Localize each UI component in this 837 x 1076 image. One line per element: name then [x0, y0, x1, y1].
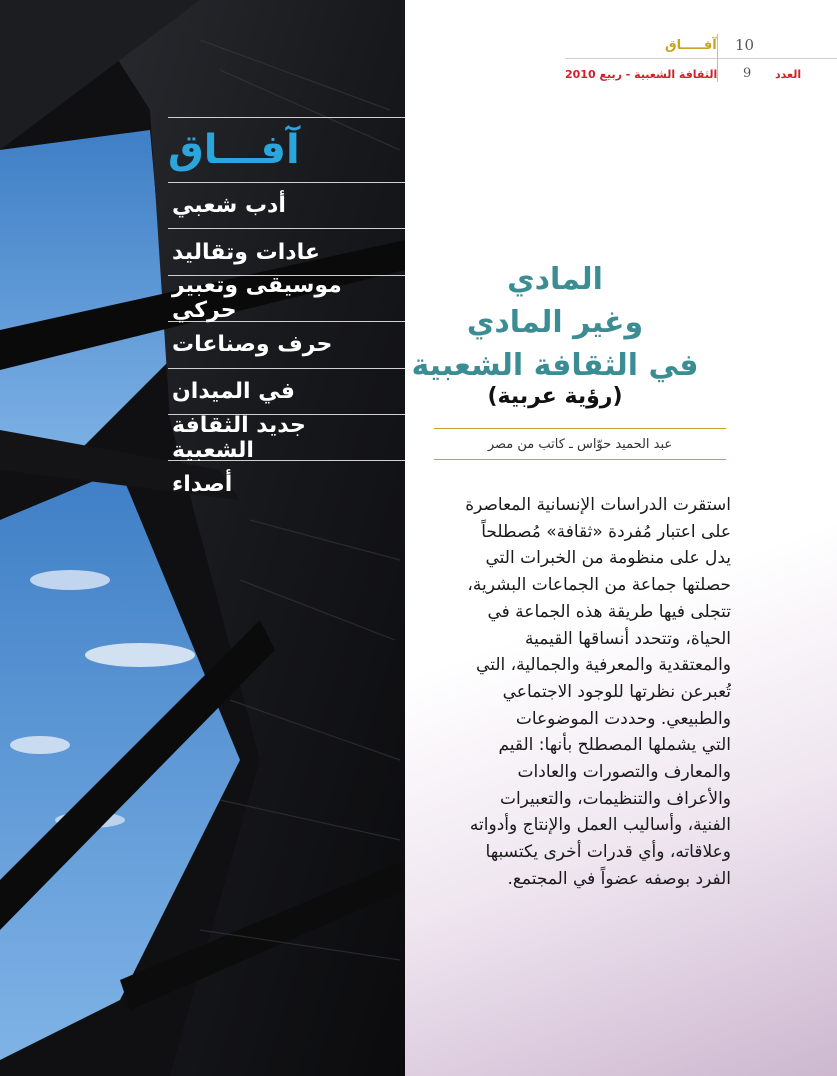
body-line: على اعتبار مُفردة «ثقافة» مُصطلحاً — [481, 521, 731, 542]
body-line: الفرد بوصفه عضواً في المجتمع. — [507, 868, 731, 889]
section-nav — [168, 117, 405, 508]
nav-item-customs-traditions[interactable] — [168, 229, 405, 275]
author-byline: عبد الحميد حوّاس ـ كاتب من مصر — [434, 428, 726, 460]
nav-item-in-the-field[interactable] — [168, 369, 405, 415]
nav-item-label: موسيقى وتعبير حركي — [172, 273, 342, 324]
body-line: يدل على منظومة من الخبرات التي — [485, 548, 731, 569]
nav-item-folk-literature[interactable] — [168, 183, 405, 229]
article-page — [405, 0, 837, 1076]
nav-item-label: عادات وتقاليد — [172, 239, 320, 265]
body-line: حصلتها جماعة من الجماعات البشرية، — [467, 575, 731, 596]
article-body — [415, 492, 731, 893]
body-line: التي يشملها المصطلح بأنها: القيم — [498, 735, 731, 756]
body-line: وعلاقاته، وأي قدرات أخرى يكتسبها — [485, 842, 731, 863]
page-header — [565, 28, 837, 90]
nav-item-echoes[interactable] — [168, 461, 405, 507]
issue-date: الثقافة الشعبية - ربيع 2010 — [565, 68, 718, 81]
body-line: الحياة، وتتحدد أنساقها القيمية — [525, 628, 731, 649]
article-title — [405, 258, 705, 387]
page-number: 10 — [735, 36, 755, 54]
body-line: الفنية، وأساليب العمل والإنتاج وأدواته — [469, 815, 731, 836]
body-line: تُعبرعن نظرتها للوجود الاجتماعي — [502, 681, 731, 702]
title-line: وغير المادي — [466, 305, 644, 340]
body-line: والمعتقدية والمعرفية والجمالية، التي — [476, 655, 731, 676]
body-line: تتجلى فيها طريقة هذه الجماعة في — [487, 601, 731, 622]
nav-item-music-movement[interactable] — [168, 273, 405, 324]
header-divider — [565, 58, 837, 59]
nav-item-new-folk-culture[interactable] — [168, 412, 405, 463]
cover-photo-panel — [0, 0, 405, 1076]
nav-item-label: جديد الثقافة الشعبية — [172, 412, 306, 463]
nav-item-label: حرف وصناعات — [172, 332, 333, 358]
nav-item-label: أصداء — [172, 472, 233, 498]
title-line: المادي — [507, 262, 603, 297]
nav-item-label: في الميدان — [172, 378, 295, 404]
article-subtitle: (رؤية عربية) — [487, 384, 623, 409]
title-line: في الثقافة الشعبية — [411, 348, 699, 383]
nav-item-label: أدب شعبي — [172, 193, 286, 219]
issue-label: العدد — [775, 68, 802, 81]
body-line: والمعارف والتصورات والعادات — [517, 762, 731, 783]
issue-number: 9 — [743, 66, 752, 81]
body-line: استقرت الدراسات الإنسانية المعاصرة — [465, 495, 731, 515]
magazine-name: آفـــــاق — [665, 38, 717, 53]
body-line: والأعراف والتنظيمات، والتعبيرات — [499, 788, 731, 809]
nav-item-crafts[interactable] — [168, 322, 405, 368]
section-title: آفـــاق — [168, 117, 405, 183]
body-line: والطبيعي. وحددت الموضوعات — [515, 708, 731, 729]
